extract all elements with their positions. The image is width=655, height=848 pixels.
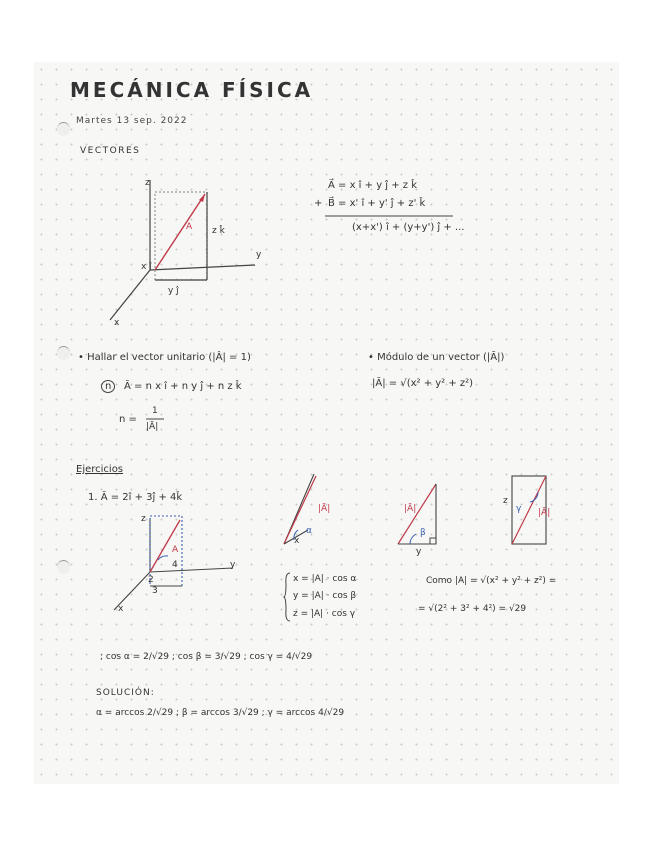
vector-sum-result: (x+x') î + (y+y') ĵ + ... [352, 222, 465, 233]
n-denominator: |Ā| [146, 422, 159, 432]
system-eq-3: z = |A| · cos γ [293, 609, 356, 619]
n-eq: n = [119, 414, 137, 425]
tri1-x: x [294, 536, 300, 546]
fraction-bar [146, 418, 166, 421]
modulo-heading: • Módulo de un vector (|Ā|) [368, 352, 505, 363]
tri3-label: |Ā| [538, 508, 551, 518]
n-numerator: 1 [152, 406, 158, 416]
date: Martes 13 sep. 2022 [76, 116, 188, 126]
tri1-label: |Ā| [318, 504, 331, 514]
tri2-angle: β [420, 528, 426, 538]
vector-b-eq: B⃗ = x' î + y' ĵ + z' k̂ [328, 198, 426, 209]
n-circle: n [101, 380, 115, 393]
como-eq-2: = √(2² + 3² + 4²) = √29 [418, 604, 527, 614]
como-eq-1: Como |A| = √(x² + y² + z²) = [426, 576, 557, 586]
ex-z-label: z [141, 514, 146, 524]
vector-a-label: A [186, 222, 193, 232]
vector-a-eq: A⃗ = x î + y ĵ + z k̂ [328, 180, 418, 191]
tri2-y: y [416, 547, 422, 557]
ex-y-label: y [230, 560, 236, 570]
triangle-beta [396, 480, 446, 550]
page-title: MECÁNICA FÍSICA [70, 78, 314, 102]
sum-line [325, 214, 455, 218]
axis-x-label: x [114, 318, 120, 328]
unit-vector-heading: • Hallar el vector unitario (|Â| = 1) [78, 352, 251, 363]
tri3-angle: γ [516, 504, 522, 514]
ex-x-label: x [118, 604, 124, 614]
system-brace [284, 572, 292, 622]
exercise-1: 1. Ā = 2î + 3ĵ + 4k̂ [88, 492, 183, 503]
tri3-z: z [503, 496, 508, 506]
binder-hole [57, 122, 70, 136]
system-eq-2: y = |A| · cos β [293, 591, 357, 601]
solution-eq: α = arccos 2/√29 ; β = arccos 3/√29 ; γ = arccos 4/√29 [96, 708, 345, 718]
section-heading: VECTORES [80, 146, 141, 156]
binder-hole [57, 346, 70, 360]
axis-y-label: y [256, 250, 262, 260]
system-eq-1: x = |A| · cos α [293, 574, 357, 584]
solution-heading: SOLUCIÓN: [96, 688, 155, 698]
ex-3-label: 3 [152, 586, 158, 596]
binder-hole [57, 560, 70, 574]
vector-3d-diagram [100, 170, 270, 330]
cos-line: ; cos α = 2/√29 ; cos β = 3/√29 ; cos γ = 4/√29 [100, 652, 313, 662]
zk-label: z k̂ [212, 226, 225, 236]
yj-label: y ĵ [168, 286, 179, 296]
tri2-label: |Ā| [404, 504, 417, 514]
modulo-eq: |Ā| = √(x² + y² + z²) [372, 378, 474, 389]
xi-label: x î [141, 262, 152, 272]
unit-vector-eq: Ā = n x î + n y ĵ + n z k̂ [124, 381, 242, 392]
ex-a-label: A [172, 545, 179, 555]
plus-sign: + [314, 198, 323, 209]
tri1-angle: α [306, 526, 312, 536]
axis-z-label: z [145, 178, 150, 188]
exercises-heading: Ejercicios [76, 464, 124, 475]
ex-4-label: 4 [172, 560, 178, 570]
ex-2-label: 2 [148, 575, 154, 585]
